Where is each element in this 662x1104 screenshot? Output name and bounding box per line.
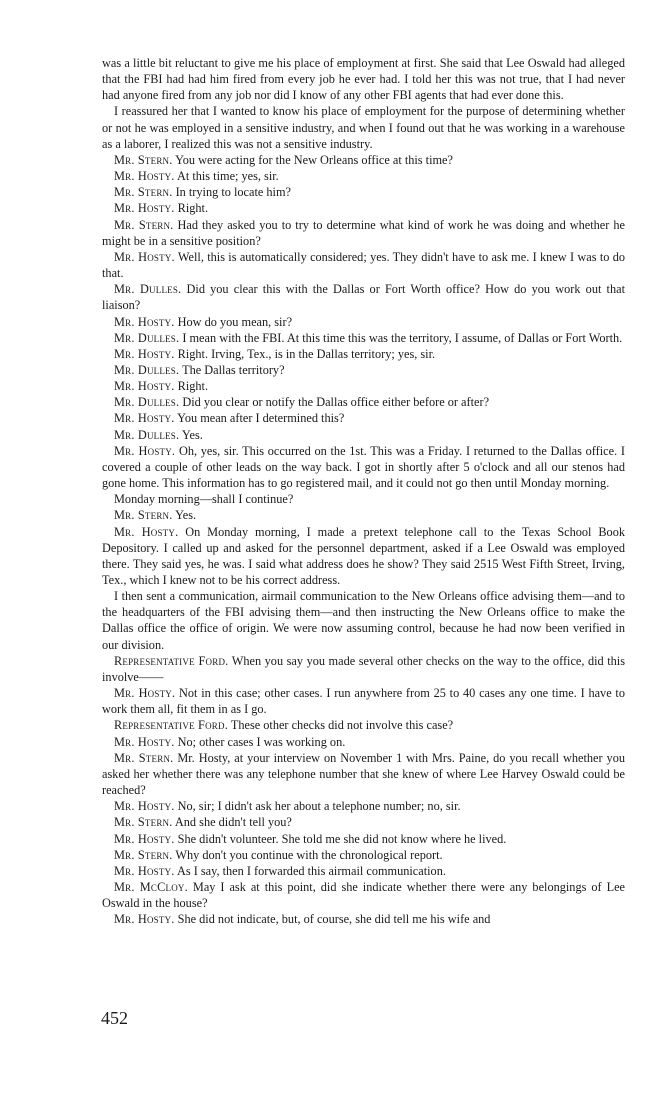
speaker: Mr. Stern.	[114, 815, 173, 830]
speaker: Mr. Hosty.	[114, 524, 179, 539]
speaker: Mr. Dulles.	[114, 330, 180, 345]
testimony-line: Mr. Hosty. At this time; yes, sir.	[114, 169, 279, 184]
testimony-line: Mr. Hosty. Right. Irving, Tex., is in the Dallas territory; yes, sir.	[114, 346, 436, 361]
testimony-line: Mr. McCloy. May I ask at this point, did she indicate whether there were any belongings of Lee Oswald in the house?	[102, 879, 626, 911]
testimony-line: Mr. Hosty. How do you mean, sir?	[114, 314, 293, 329]
speaker: Mr. Hosty.	[114, 443, 176, 458]
paragraph: I reassured her that I wanted to know his place of employment for the purpose of determining whether or not he was employed in a sensitive industry, and when I found out that he was working in a warehouse as a laborer, I realized this was not a sensitive industry.	[102, 104, 625, 151]
speaker: Mr. Hosty.	[114, 831, 175, 846]
testimony-line: Representative Ford. When you say you made several other checks on the way to the office, did this involve——	[102, 653, 626, 684]
testimony-line: Mr. Stern. Yes.	[114, 508, 197, 523]
testimony-line: Mr. Stern. In trying to locate him?	[114, 185, 291, 200]
testimony-line: Mr. Hosty. On Monday morning, I made a pretext telephone call to the Texas School Book Depository. I called up and asked for the personnel department, asked if a Lee Oswald was employed there. They said yes, he was. I said what address does he show? They said 2515 West Fifth Street, Irving, Tex., which I knew not to be his correct address.	[102, 524, 626, 587]
speaker: Mr. Stern.	[114, 508, 173, 523]
testimony-line: Mr. Hosty. She didn't volunteer. She told me she did not know where he lived.	[114, 831, 507, 846]
speaker: Mr. Hosty.	[114, 379, 175, 394]
testimony-line: Mr. Hosty. You mean after I determined this?	[114, 411, 345, 426]
speaker: Mr. Stern.	[114, 185, 173, 200]
testimony-line: Mr. Hosty. Well, this is automatically considered; yes. They didn't have to ask me. I knew I was to do that.	[102, 249, 626, 281]
testimony-line: Mr. Hosty. As I say, then I forwarded this airmail communication.	[114, 863, 446, 878]
testimony-line: Mr. Hosty. She did not indicate, but, of course, she did tell me his wife and	[114, 912, 491, 927]
testimony-line: Mr. Hosty. No; other cases I was working on.	[114, 734, 346, 749]
testimony-line: Mr. Dulles. Did you clear or notify the Dallas office either before or after?	[114, 395, 490, 410]
speaker: Mr. McCloy.	[114, 879, 188, 894]
speaker: Mr. Dulles.	[114, 395, 180, 410]
speaker: Mr. Hosty.	[114, 863, 175, 878]
speaker: Representative Ford.	[114, 718, 228, 733]
testimony-line: Mr. Stern. And she didn't tell you?	[114, 815, 292, 830]
speaker: Mr. Hosty.	[114, 912, 175, 927]
speaker: Mr. Hosty.	[114, 201, 175, 216]
testimony-line: Mr. Stern. Why don't you continue with the chronological report.	[114, 847, 443, 862]
transcript-body	[102, 55, 625, 927]
testimony-line: Mr. Stern. Had they asked you to try to determine what kind of work he was doing and whether he might be in a sensitive position?	[102, 217, 625, 248]
speaker: Mr. Dulles.	[114, 427, 180, 442]
paragraph: was a little bit reluctant to give me his place of employment at first. She said that Lee Oswald had alleged that the FBI had had him fired from every job he ever had. I told her this was not true, that I had never had anyone fired from any job nor did I know of any other FBI agents that had ever done this.	[102, 56, 625, 103]
testimony-line: Mr. Stern. Mr. Hosty, at your interview on November 1 with Mrs. Paine, do you recall whether you asked her whether there was any telephone number that she knew of where Lee Harvey Oswald could be reached?	[102, 750, 625, 798]
speaker: Mr. Dulles.	[114, 362, 180, 377]
speaker: Mr. Hosty.	[114, 799, 175, 814]
testimony-line: Mr. Dulles. I mean with the FBI. At this time this was the territory, I assume, of Dallas or Fort Worth.	[114, 330, 623, 345]
testimony-line: Mr. Stern. You were acting for the New Orleans office at this time?	[114, 152, 453, 167]
speaker: Representative Ford.	[114, 653, 229, 668]
speaker: Mr. Hosty.	[114, 686, 176, 701]
paragraph: Monday morning—shall I continue?	[114, 492, 294, 507]
speaker: Mr. Stern.	[114, 750, 174, 765]
testimony-line: Mr. Hosty. Not in this case; other cases. I run anywhere from 25 to 40 cases any one time. I have to work them all, fit them in as I go.	[102, 686, 625, 717]
speaker: Mr. Hosty.	[114, 734, 175, 749]
speaker: Mr. Stern.	[114, 217, 174, 232]
speaker: Mr. Hosty.	[114, 314, 175, 329]
testimony-line: Representative Ford. These other checks did not involve this case?	[114, 718, 454, 733]
testimony-line: Mr. Dulles. Yes.	[114, 427, 203, 442]
paragraph: I then sent a communication, airmail communication to the New Orleans office advising them—and to the headquarters of the FBI advising them—and then instructing the New Orleans office to make the Dallas office the office of origin. We were now assuming control, because he had now been verified in our division.	[102, 589, 625, 652]
testimony-line: Mr. Hosty. Oh, yes, sir. This occurred on the 1st. This was a Friday. I returned to the Dallas office. I covered a couple of other leads on the way back. I got in shortly after 5 o'clock and all our stenos had gone home. This information has to go registered mail, and it could not go then until Monday morning.	[102, 443, 625, 491]
speaker: Mr. Stern.	[114, 847, 173, 862]
speaker: Mr. Dulles.	[114, 282, 182, 297]
speaker: Mr. Stern.	[114, 152, 173, 167]
testimony-line: Mr. Hosty. Right.	[114, 201, 209, 216]
testimony-line: Mr. Hosty. No, sir; I didn't ask her about a telephone number; no, sir.	[114, 799, 461, 814]
testimony-line: Mr. Dulles. Did you clear this with the Dallas or Fort Worth office? How do you work out that liaison?	[102, 282, 625, 313]
page-number: 452	[101, 1008, 128, 1028]
testimony-line: Mr. Dulles. The Dallas territory?	[114, 362, 285, 377]
speaker: Mr. Hosty.	[114, 169, 175, 184]
speaker: Mr. Hosty.	[114, 411, 175, 426]
speaker: Mr. Hosty.	[114, 249, 175, 264]
testimony-line: Mr. Hosty. Right.	[114, 379, 209, 394]
speaker: Mr. Hosty.	[114, 346, 175, 361]
